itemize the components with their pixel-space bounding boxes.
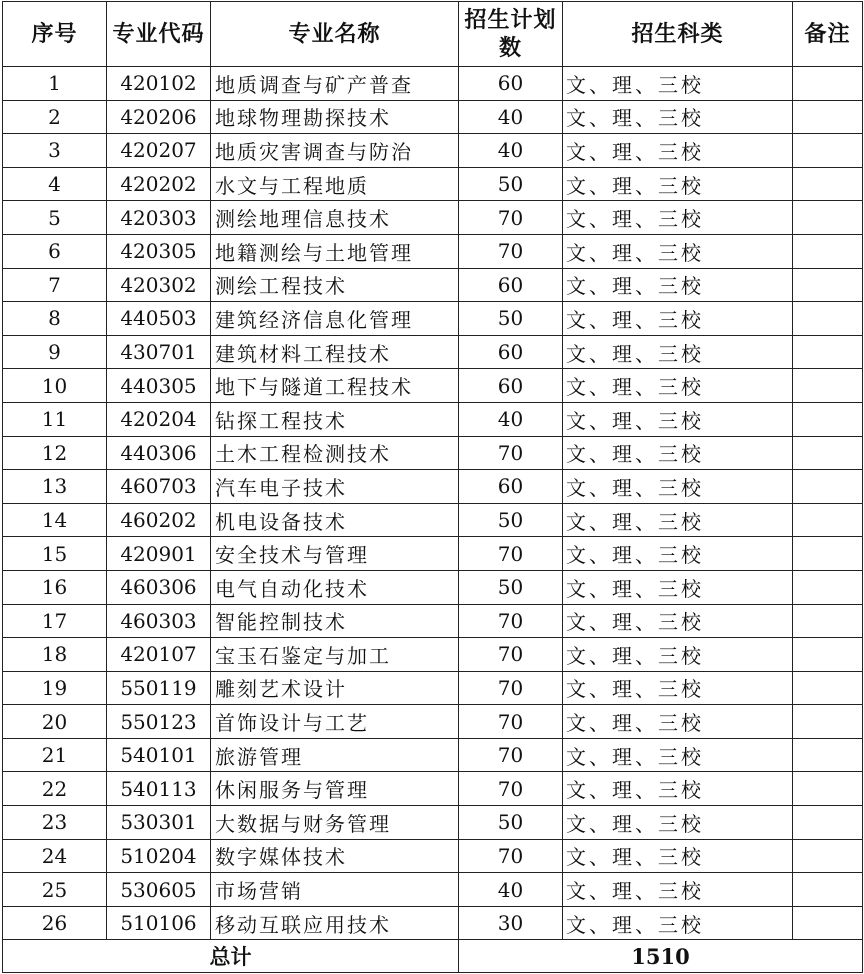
cell-seq: 19 [3, 671, 107, 705]
cell-remarks [793, 134, 863, 168]
header-enrollment-count: 招生计划数 [459, 2, 563, 67]
cell-remarks [793, 503, 863, 537]
table-row [3, 772, 863, 806]
cell-remarks [793, 268, 863, 302]
cell-remarks [793, 402, 863, 436]
cell-enrollment-count: 70 [459, 604, 563, 638]
cell-category: 文、理、三校 [563, 873, 793, 907]
cell-seq: 14 [3, 503, 107, 537]
cell-seq: 16 [3, 570, 107, 604]
cell-major-code: 510204 [107, 839, 211, 873]
cell-enrollment-count: 50 [459, 503, 563, 537]
cell-enrollment-count: 70 [459, 537, 563, 571]
cell-category: 文、理、三校 [563, 806, 793, 840]
cell-major-code: 530605 [107, 873, 211, 907]
cell-seq: 20 [3, 705, 107, 739]
cell-seq: 23 [3, 806, 107, 840]
cell-remarks [793, 671, 863, 705]
cell-enrollment-count: 30 [459, 906, 563, 940]
cell-major-code: 540113 [107, 772, 211, 806]
cell-enrollment-count: 40 [459, 402, 563, 436]
cell-remarks [793, 604, 863, 638]
cell-seq: 21 [3, 738, 107, 772]
cell-seq: 7 [3, 268, 107, 302]
cell-major-code: 460303 [107, 604, 211, 638]
cell-seq: 8 [3, 302, 107, 336]
cell-category: 文、理、三校 [563, 604, 793, 638]
cell-category: 文、理、三校 [563, 302, 793, 336]
cell-major-name: 土木工程检测技术 [211, 436, 459, 470]
cell-major-name: 市场营销 [211, 873, 459, 907]
cell-category: 文、理、三校 [563, 100, 793, 134]
cell-major-code: 420102 [107, 67, 211, 101]
cell-major-name: 建筑材料工程技术 [211, 335, 459, 369]
cell-major-name: 移动互联应用技术 [211, 906, 459, 940]
cell-remarks [793, 67, 863, 101]
cell-seq: 17 [3, 604, 107, 638]
cell-enrollment-count: 50 [459, 167, 563, 201]
cell-major-code: 420202 [107, 167, 211, 201]
cell-major-code: 540101 [107, 738, 211, 772]
cell-major-name: 数字媒体技术 [211, 839, 459, 873]
cell-remarks [793, 906, 863, 940]
cell-major-name: 雕刻艺术设计 [211, 671, 459, 705]
cell-seq: 25 [3, 873, 107, 907]
cell-major-name: 大数据与财务管理 [211, 806, 459, 840]
cell-remarks [793, 537, 863, 571]
cell-major-name: 休闲服务与管理 [211, 772, 459, 806]
cell-category: 文、理、三校 [563, 570, 793, 604]
table-row [3, 806, 863, 840]
cell-seq: 9 [3, 335, 107, 369]
cell-seq: 22 [3, 772, 107, 806]
cell-category: 文、理、三校 [563, 503, 793, 537]
cell-major-name: 宝玉石鉴定与加工 [211, 638, 459, 672]
cell-enrollment-count: 60 [459, 470, 563, 504]
table-row [3, 537, 863, 571]
cell-major-code: 550119 [107, 671, 211, 705]
cell-major-code: 440306 [107, 436, 211, 470]
cell-seq: 10 [3, 369, 107, 403]
header-remarks: 备注 [793, 2, 863, 67]
table-row [3, 100, 863, 134]
cell-major-name: 地球物理勘探技术 [211, 100, 459, 134]
cell-remarks [793, 705, 863, 739]
cell-category: 文、理、三校 [563, 369, 793, 403]
cell-remarks [793, 738, 863, 772]
cell-enrollment-count: 50 [459, 570, 563, 604]
cell-remarks [793, 873, 863, 907]
cell-major-name: 水文与工程地质 [211, 167, 459, 201]
cell-major-code: 420204 [107, 402, 211, 436]
cell-enrollment-count: 70 [459, 234, 563, 268]
cell-remarks [793, 100, 863, 134]
enrollment-plan-table [2, 1, 863, 973]
cell-major-name: 钻探工程技术 [211, 402, 459, 436]
cell-major-code: 430701 [107, 335, 211, 369]
table-row [3, 873, 863, 907]
header-seq: 序号 [3, 2, 107, 67]
cell-category: 文、理、三校 [563, 234, 793, 268]
cell-major-name: 地质灾害调查与防治 [211, 134, 459, 168]
cell-major-code: 420107 [107, 638, 211, 672]
cell-enrollment-count: 40 [459, 873, 563, 907]
cell-major-code: 550123 [107, 705, 211, 739]
header-major-name: 专业名称 [211, 2, 459, 67]
cell-category: 文、理、三校 [563, 134, 793, 168]
cell-major-name: 汽车电子技术 [211, 470, 459, 504]
total-value: 1510 [459, 940, 863, 973]
cell-category: 文、理、三校 [563, 470, 793, 504]
cell-major-code: 420303 [107, 201, 211, 235]
cell-major-name: 地质调查与矿产普查 [211, 67, 459, 101]
cell-remarks [793, 167, 863, 201]
table-row [3, 167, 863, 201]
cell-category: 文、理、三校 [563, 705, 793, 739]
table-row [3, 402, 863, 436]
cell-major-code: 420305 [107, 234, 211, 268]
table-row [3, 671, 863, 705]
cell-enrollment-count: 70 [459, 772, 563, 806]
cell-major-code: 460703 [107, 470, 211, 504]
cell-category: 文、理、三校 [563, 738, 793, 772]
table-row [3, 470, 863, 504]
cell-remarks [793, 436, 863, 470]
cell-remarks [793, 772, 863, 806]
cell-seq: 26 [3, 906, 107, 940]
cell-enrollment-count: 70 [459, 201, 563, 235]
cell-seq: 2 [3, 100, 107, 134]
table-row [3, 67, 863, 101]
cell-remarks [793, 369, 863, 403]
cell-seq: 5 [3, 201, 107, 235]
cell-remarks [793, 470, 863, 504]
table-row [3, 604, 863, 638]
cell-category: 文、理、三校 [563, 906, 793, 940]
cell-major-code: 420901 [107, 537, 211, 571]
cell-seq: 24 [3, 839, 107, 873]
cell-enrollment-count: 40 [459, 100, 563, 134]
cell-seq: 11 [3, 402, 107, 436]
table-row [3, 369, 863, 403]
table-body [3, 67, 863, 940]
cell-seq: 12 [3, 436, 107, 470]
cell-enrollment-count: 60 [459, 369, 563, 403]
cell-major-code: 460202 [107, 503, 211, 537]
cell-enrollment-count: 50 [459, 302, 563, 336]
cell-enrollment-count: 70 [459, 671, 563, 705]
cell-major-code: 420206 [107, 100, 211, 134]
cell-major-name: 机电设备技术 [211, 503, 459, 537]
cell-category: 文、理、三校 [563, 201, 793, 235]
cell-category: 文、理、三校 [563, 268, 793, 302]
table-row [3, 234, 863, 268]
cell-enrollment-count: 70 [459, 839, 563, 873]
cell-remarks [793, 201, 863, 235]
cell-category: 文、理、三校 [563, 638, 793, 672]
cell-major-code: 420302 [107, 268, 211, 302]
cell-category: 文、理、三校 [563, 537, 793, 571]
table-row [3, 503, 863, 537]
cell-major-name: 智能控制技术 [211, 604, 459, 638]
cell-enrollment-count: 40 [459, 134, 563, 168]
cell-category: 文、理、三校 [563, 772, 793, 806]
cell-major-code: 440503 [107, 302, 211, 336]
cell-major-name: 安全技术与管理 [211, 537, 459, 571]
cell-enrollment-count: 70 [459, 436, 563, 470]
cell-seq: 6 [3, 234, 107, 268]
cell-major-code: 420207 [107, 134, 211, 168]
table-header-row [3, 2, 863, 67]
header-major-code: 专业代码 [107, 2, 211, 67]
table-row [3, 268, 863, 302]
cell-enrollment-count: 60 [459, 335, 563, 369]
cell-major-name: 地籍测绘与土地管理 [211, 234, 459, 268]
cell-seq: 13 [3, 470, 107, 504]
total-label: 总计 [3, 940, 459, 973]
table-row [3, 302, 863, 336]
cell-remarks [793, 839, 863, 873]
cell-remarks [793, 335, 863, 369]
cell-seq: 1 [3, 67, 107, 101]
cell-major-code: 530301 [107, 806, 211, 840]
cell-major-code: 440305 [107, 369, 211, 403]
cell-enrollment-count: 50 [459, 806, 563, 840]
cell-category: 文、理、三校 [563, 839, 793, 873]
cell-major-name: 旅游管理 [211, 738, 459, 772]
cell-major-name: 地下与隧道工程技术 [211, 369, 459, 403]
header-category: 招生科类 [563, 2, 793, 67]
cell-major-name: 建筑经济信息化管理 [211, 302, 459, 336]
cell-major-code: 460306 [107, 570, 211, 604]
table-row [3, 436, 863, 470]
cell-category: 文、理、三校 [563, 671, 793, 705]
cell-enrollment-count: 70 [459, 705, 563, 739]
cell-seq: 4 [3, 167, 107, 201]
table-row [3, 570, 863, 604]
cell-category: 文、理、三校 [563, 167, 793, 201]
total-row [3, 940, 863, 973]
cell-major-name: 测绘地理信息技术 [211, 201, 459, 235]
cell-enrollment-count: 70 [459, 738, 563, 772]
cell-seq: 15 [3, 537, 107, 571]
cell-seq: 18 [3, 638, 107, 672]
table-row [3, 705, 863, 739]
cell-remarks [793, 638, 863, 672]
cell-remarks [793, 806, 863, 840]
cell-category: 文、理、三校 [563, 335, 793, 369]
table-row [3, 134, 863, 168]
table-row [3, 335, 863, 369]
cell-major-name: 测绘工程技术 [211, 268, 459, 302]
cell-remarks [793, 234, 863, 268]
cell-seq: 3 [3, 134, 107, 168]
table-row [3, 906, 863, 940]
cell-enrollment-count: 70 [459, 638, 563, 672]
cell-major-name: 首饰设计与工艺 [211, 705, 459, 739]
table-row [3, 738, 863, 772]
cell-remarks [793, 570, 863, 604]
table-row [3, 638, 863, 672]
cell-enrollment-count: 60 [459, 67, 563, 101]
table-row [3, 839, 863, 873]
cell-category: 文、理、三校 [563, 436, 793, 470]
cell-major-code: 510106 [107, 906, 211, 940]
cell-major-name: 电气自动化技术 [211, 570, 459, 604]
cell-category: 文、理、三校 [563, 67, 793, 101]
cell-enrollment-count: 60 [459, 268, 563, 302]
table-row [3, 201, 863, 235]
cell-remarks [793, 302, 863, 336]
cell-category: 文、理、三校 [563, 402, 793, 436]
